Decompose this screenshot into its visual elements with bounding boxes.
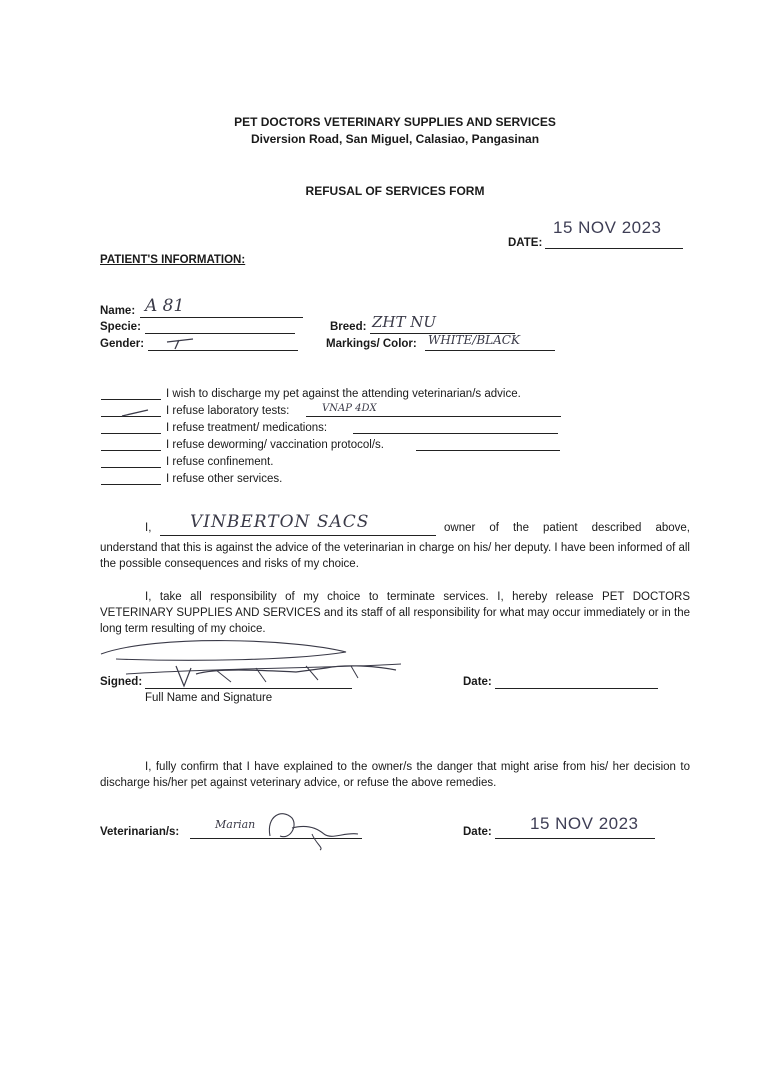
vet-date-stamp: 15 NOV 2023 <box>530 814 639 833</box>
breed-label: Breed: <box>330 321 367 333</box>
vet-date-line <box>495 838 655 839</box>
vet-label: Veterinarian/s: <box>100 826 180 838</box>
signed-date-label: Date: <box>463 676 492 688</box>
vet-statement: I, fully confirm that I have explained to the owner/s the danger that might arise from his/ her decision to discharge his/her pet against veterinary advice, or refuse the above remedies. <box>100 761 690 789</box>
owner-name-line <box>160 535 436 536</box>
company-name: PET DOCTORS VETERINARY SUPPLIES AND SERVICES <box>234 115 556 129</box>
option-2-handwritten: VNAP 4DX <box>322 403 377 414</box>
owner-signature <box>96 624 416 694</box>
option-6-blank <box>101 484 161 485</box>
name-line <box>140 317 303 318</box>
option-6-text: I refuse other services. <box>166 473 283 485</box>
patient-info-heading: PATIENT'S INFORMATION: <box>100 254 246 266</box>
signed-date-line <box>495 688 658 689</box>
option-2-text: I refuse laboratory tests: <box>166 405 290 417</box>
owner-name-handwritten: VINBERTON SACS <box>190 512 370 532</box>
owner-prefix: I, <box>145 522 152 534</box>
markings-value: WHITE/BLACK <box>428 333 520 347</box>
owner-statement-first: owner of the patient described above, <box>444 522 690 534</box>
signed-line <box>145 688 352 689</box>
option-4-text: I refuse deworming/ vaccination protocol/s. <box>166 439 384 451</box>
vet-date-label: Date: <box>463 826 492 838</box>
option-2-checkmark <box>120 408 150 418</box>
option-1-blank <box>101 399 161 400</box>
responsibility-statement: I, take all responsibility of my choice to terminate services. I, hereby release PET DOCTORS VETERINARY SUPPLIES AND SERVICES and its staff of all responsibility for what may occur immediately or in the long term resulting of my choice. <box>100 591 690 635</box>
gender-mark <box>165 336 195 350</box>
name-value: A 81 <box>145 296 185 316</box>
option-3-text: I refuse treatment/ medications: <box>166 422 328 434</box>
company-address: Diversion Road, San Miguel, Calasiao, Pangasinan <box>250 132 540 146</box>
markings-line <box>425 350 555 351</box>
name-label: Name: <box>100 305 136 317</box>
signed-label: Signed: <box>100 676 143 688</box>
option-3-blank <box>101 433 161 434</box>
option-5-blank <box>101 467 161 468</box>
markings-label: Markings/ Color: <box>326 338 417 350</box>
gender-line <box>148 350 298 351</box>
vet-signature-scribble <box>262 806 372 852</box>
gender-label: Gender: <box>100 338 145 350</box>
option-2-line <box>306 416 561 417</box>
specie-label: Specie: <box>100 321 141 333</box>
signed-caption: Full Name and Signature <box>145 692 273 704</box>
option-1-text: I wish to discharge my pet against the attending veterinarian/s advice. <box>166 388 521 400</box>
date-label: DATE: <box>508 237 543 249</box>
vet-signature-name: Marian <box>215 818 256 831</box>
specie-line <box>145 333 295 334</box>
date-stamp: 15 NOV 2023 <box>553 218 662 237</box>
owner-statement-rest: understand that this is against the advice of the veterinarian in charge on his/ her deputy. I have been informed of all the possible consequences and risks of my choice. <box>100 542 690 570</box>
form-title: REFUSAL OF SERVICES FORM <box>305 184 485 198</box>
option-4-line <box>416 450 560 451</box>
breed-value: ZHT NU <box>372 313 437 331</box>
option-3-line <box>353 433 558 434</box>
option-5-text: I refuse confinement. <box>166 456 274 468</box>
option-4-blank <box>101 450 161 451</box>
date-line <box>545 248 683 249</box>
